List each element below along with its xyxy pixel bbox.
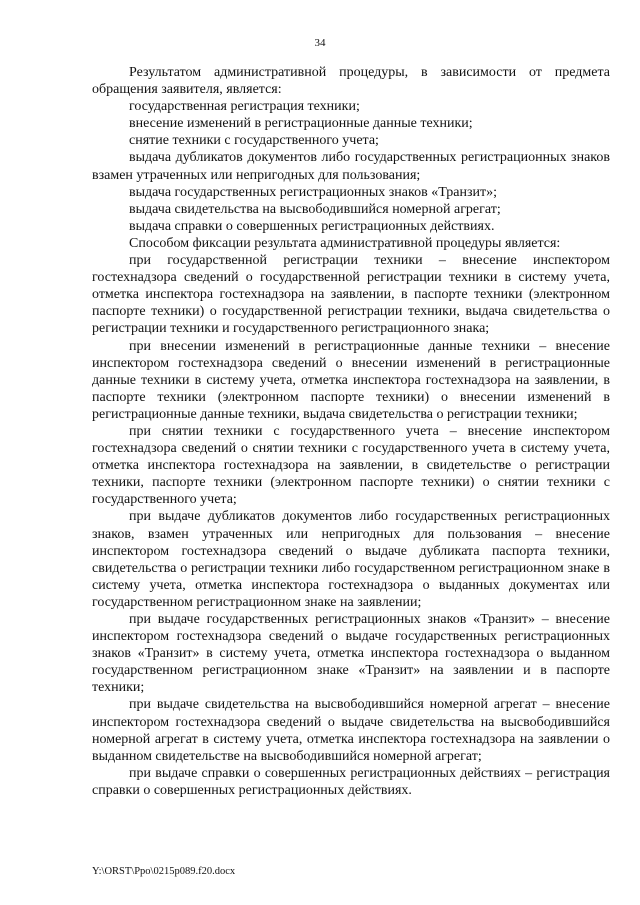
paragraph-fixation-reference: при выдаче справки о совершенных регистрационных действиях – регистрация справки о совершенных регистрационных действиях. — [92, 765, 610, 798]
list-item-transit-plates: выдача государственных регистрационных знаков «Транзит»; — [129, 184, 497, 200]
paragraph-fixation-changes: при внесении изменений в регистрационные данные техники – внесение инспектором гостехнадзора сведений о внесении изменений в регистрационные данные техники в систему учета, отметка инспектора гостехнадзора на заявлении, в паспорте техники (электронном паспорте техники) о внесении изменений в регистрационные данные техники, выдача свидетельства о регистрации техники; — [92, 338, 610, 422]
paragraph-fixation-transit: при выдаче государственных регистрационных знаков «Транзит» – внесение инспектором гостехнадзора сведений о выдаче государственных регистрационных знаков «Транзит» в систему учета, отметка инспектора гостехнадзора о выданном государственном регистрационном знаке «Транзит» на заявлении и в паспорте техники; — [92, 612, 610, 696]
paragraph-fixation-number-unit: при выдаче свидетельства на высвободившийся номерной агрегат – внесение инспектором гостехнадзора сведений о выдаче свидетельства на высвободившийся номерной агрегат в систему учета, отметка инспектора гостехнадзора на заявлении о выданном свидетельстве на высвободившийся номерной агрегат; — [92, 697, 610, 764]
list-item-changes: внесение изменений в регистрационные данные техники; — [129, 116, 473, 132]
document-body — [92, 64, 610, 799]
list-item-deregistration: снятие техники с государственного учета; — [129, 133, 379, 149]
file-path-footer: Y:\ORST\Ppo\0215p089.f20.docx — [92, 866, 236, 877]
list-item-number-unit-certificate: выдача свидетельства на высвободившийся номерной агрегат; — [129, 201, 501, 217]
paragraph-fixation-duplicates: при выдаче дубликатов документов либо государственных регистрационных знаков, взамен утраченных или непригодных для пользования – внесение инспектором гостехнадзора сведений о выдаче дубликата паспорта техники, свидетельства о регистрации техники либо государственном регистрационном знаке в систему учета, отметка инспектора гостехнадзора о выданных документах или государственном регистрационном знаке на заявлении; — [92, 509, 610, 610]
list-item-duplicates: выдача дубликатов документов либо государственных регистрационных знаков взамен утраченных или непригодных для пользования; — [92, 150, 610, 183]
page-number: 34 — [314, 37, 326, 49]
paragraph-fixation-registration: при государственной регистрации техники – внесение инспектором гостехнадзора сведений о государственной регистрации техники в систему учета, отметка инспектора гостехнадзора на заявлении, в паспорте техники (электронном паспорте техники) о государственной регистрации техники, выдача свидетельства о регистрации техники и государственного регистрационного знака; — [92, 253, 610, 337]
paragraph-fixation-intro: Способом фиксации результата административной процедуры является: — [129, 235, 561, 251]
paragraph-fixation-deregistration: при снятии техники с государственного учета – внесение инспектором гостехнадзора сведений о снятии техники с государственного учета в систему учета, отметка инспектора гостехнадзора на заявлении, в свидетельстве о регистрации техники, паспорте техники (электронном паспорте техники) о снятии техники с государственного учета; — [92, 423, 610, 508]
list-item-registration: государственная регистрация техники; — [129, 99, 360, 115]
paragraph-result-intro: Результатом административной процедуры, в зависимости от предмета обращения заявителя, является: — [92, 65, 610, 98]
list-item-reference: выдача справки о совершенных регистрационных действиях. — [129, 218, 495, 234]
